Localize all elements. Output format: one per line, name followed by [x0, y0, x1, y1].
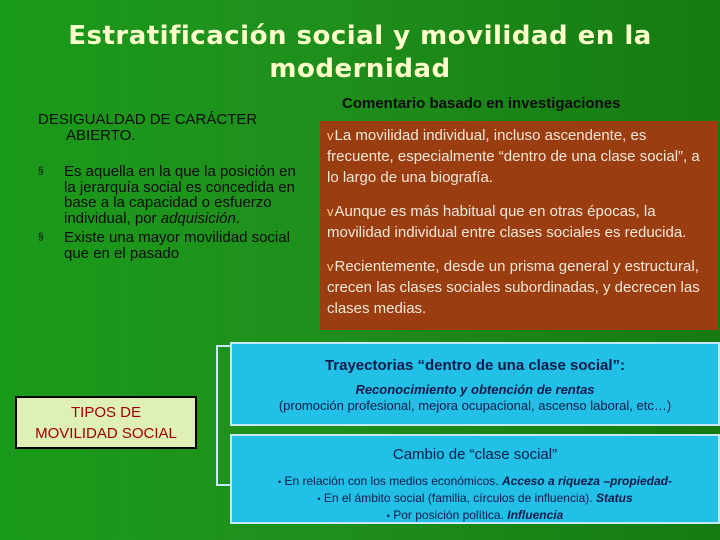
comment-box: [320, 121, 718, 330]
comment-text-1: La movilidad individual, incluso ascendente, es frecuente, especialmente “dentro de una clase social”, a lo largo de una biografía.: [327, 127, 700, 186]
comment-heading: Comentario basado en investigaciones: [342, 95, 621, 112]
cambio-title: Cambio de “clase social”: [392, 446, 558, 463]
slide-title: Estratificación social y movilidad en la modernidad: [68, 21, 652, 84]
comment-text-2: Aunque es más habitual que en otras épocas, la movilidad individual entre clases sociales es reducida.: [327, 203, 687, 241]
dot-bullet-icon: •: [386, 511, 390, 521]
comment-item-2: [327, 201, 710, 243]
comment-text-3: Recientemente, desde un prisma general y estructural, crecen las clases sociales subordinadas, y decrecen las clases medias.: [327, 258, 700, 317]
comment-item-1: [327, 125, 710, 188]
bullet2-text: Existe una mayor movilidad social que en el pasado: [64, 229, 290, 262]
cambio-line3-bold: Influencia: [507, 508, 564, 522]
left-heading: [38, 112, 298, 144]
cambio-line1-bold: Acceso a riqueza –propiedad-: [501, 474, 672, 488]
cambio-line2-bold: Status: [595, 491, 633, 505]
star-bullet-icon: v: [327, 204, 334, 219]
star-bullet-icon: v: [327, 128, 334, 143]
left-heading-line2: ABIERTO.: [66, 127, 136, 144]
cambio-line1: [232, 473, 718, 490]
trayectorias-line1: Reconocimiento y obtención de rentas: [355, 382, 595, 397]
list-item: [38, 230, 298, 261]
cambio-line1-text: En relación con los medios económicos.: [284, 474, 502, 488]
bullet1-end: .: [235, 209, 240, 227]
cambio-line3-text: Por posición política.: [393, 508, 508, 522]
trayectorias-title: Trayectorias “dentro de una clase social”:: [324, 357, 626, 374]
cambio-lines: [232, 473, 718, 524]
comment-item-3: [327, 256, 710, 319]
tipos-line2: MOVILIDAD SOCIAL: [35, 424, 177, 442]
cambio-line3: [232, 507, 718, 524]
trayectorias-line2: (promoción profesional, mejora ocupacional, ascenso laboral, etc…): [278, 398, 672, 413]
list-item: [38, 164, 298, 226]
dot-bullet-icon: •: [277, 477, 282, 487]
bullet1-text: Es aquella en la que la posición en la jerarquía social es concedida en base a la capacidad o esfuerzo individual, por: [64, 163, 296, 227]
connector-line: [216, 345, 218, 485]
bullet-marker-icon: §: [38, 232, 44, 243]
left-column: [38, 112, 298, 265]
cambio-line2: [232, 490, 718, 507]
cambio-clase-box: [230, 434, 720, 524]
star-bullet-icon: v: [327, 259, 334, 274]
bullet1-emphasis: adquisición: [160, 209, 236, 227]
left-heading-line1: DESIGUALDAD DE CARÁCTER: [38, 111, 258, 128]
trayectorias-box: [230, 342, 720, 426]
tipos-movilidad-box: [15, 396, 197, 449]
tipos-line1: TIPOS DE: [70, 403, 141, 421]
dot-bullet-icon: •: [317, 494, 321, 504]
cambio-line2-text: En el ámbito social (familia, círculos de influencia).: [323, 491, 596, 505]
bullet-list: [38, 164, 298, 261]
bullet-marker-icon: §: [38, 166, 44, 177]
